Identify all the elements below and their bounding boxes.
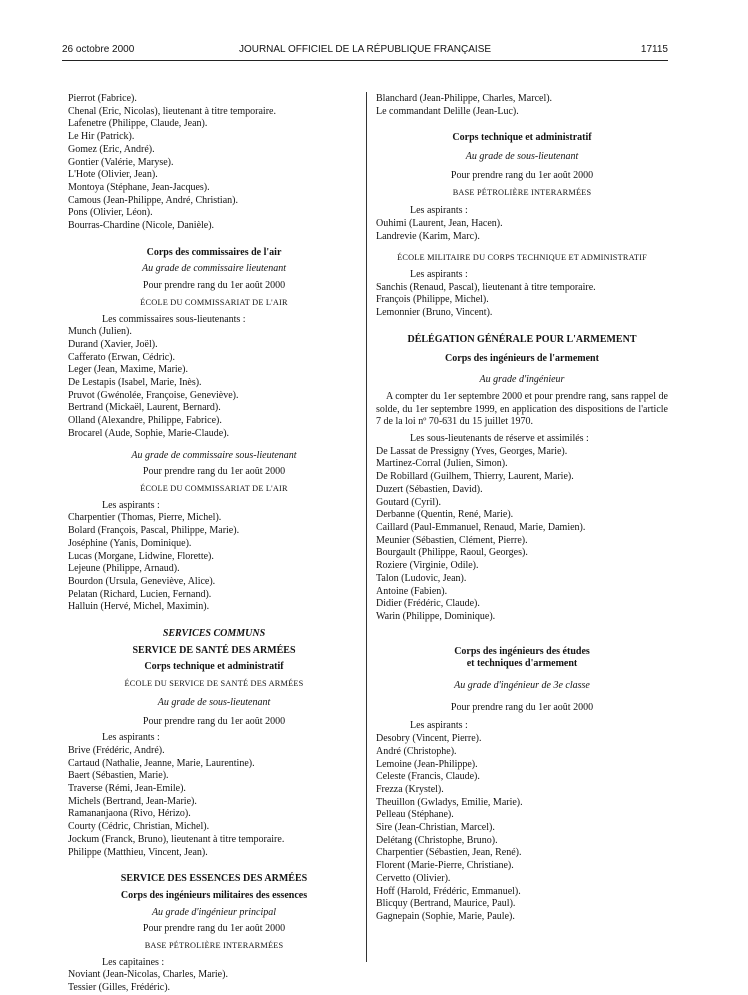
base-heading: BASE PÉTROLIÈRE INTERARMÉES	[452, 187, 592, 197]
school-heading: ÉCOLE MILITAIRE DU CORPS TECHNIQUE ET ADMINISTRATIF	[397, 253, 647, 263]
list-item: Bourras-Chardine (Nicole, Danièle).	[68, 220, 215, 232]
list-item: Blicquy (Bertrand, Maurice, Paul).	[376, 898, 516, 910]
list-item: Philippe (Matthieu, Vincent, Jean).	[68, 846, 208, 858]
grade-heading: Au grade d'ingénieur principal	[151, 906, 277, 918]
rank-line: Pour prendre rang du 1er août 2000	[142, 923, 286, 935]
list-item: Delétang (Christophe, Bruno).	[376, 834, 498, 846]
section-heading: Corps des ingénieurs de l'armement	[445, 352, 599, 364]
section-heading: Corps technique et administratif	[144, 661, 284, 673]
list-item: Bertrand (Mickaël, Laurent, Bernard).	[68, 402, 221, 414]
list-item: Lemoine (Jean-Philippe).	[376, 758, 478, 770]
list-label: Les aspirants :	[410, 269, 468, 281]
name-list	[376, 282, 668, 320]
section-heading: Corps des ingénieurs militaires des essences	[120, 889, 308, 901]
list-item: Warin (Philippe, Dominique).	[376, 610, 496, 622]
list-item: Ouhimi (Laurent, Jean, Hacen).	[376, 217, 503, 229]
rank-line: Pour prendre rang du 1er août 2000	[142, 280, 286, 292]
list-item: Michels (Bertrand, Jean-Marie).	[68, 795, 197, 807]
list-item: Meunier (Sébastien, Clément, Pierre).	[376, 534, 528, 546]
school-heading: ÉCOLE DU COMMISSARIAT DE L'AIR	[140, 483, 288, 493]
list-item: Munch (Julien).	[68, 326, 132, 338]
grade-heading: Au grade d'ingénieur	[479, 374, 565, 386]
list-item: Bourdon (Ursula, Geneviève, Alice).	[68, 575, 216, 587]
list-item: Theuillon (Gwladys, Emilie, Marie).	[376, 796, 523, 808]
journal-title: JOURNAL OFFICIEL DE LA RÉPUBLIQUE FRANÇAISE	[238, 44, 492, 55]
list-item: Cartaud (Nathalie, Jeanne, Marie, Laurentine).	[68, 757, 255, 769]
list-item: Charpentier (Thomas, Pierre, Michel).	[68, 512, 222, 524]
list-item: Le Hir (Patrick).	[68, 131, 135, 143]
list-item: Lejeune (Philippe, Arnaud).	[68, 563, 180, 575]
list-item: Pelatan (Richard, Lucien, Fernand).	[68, 588, 212, 600]
list-item: Jockum (Franck, Bruno), lieutenant à titre temporaire.	[68, 833, 285, 845]
header-rule	[62, 60, 668, 61]
rank-line: Pour prendre rang du 1er août 2000	[450, 701, 594, 713]
school-heading: ÉCOLE DU SERVICE DE SANTÉ DES ARMÉES	[124, 679, 304, 689]
list-item: Gomez (Eric, André).	[68, 143, 155, 155]
name-list	[68, 512, 360, 614]
list-item: Ramananjaona (Rivo, Hérizo).	[68, 808, 191, 820]
list-item: André (Christophe).	[376, 745, 457, 757]
list-label: Les aspirants :	[102, 499, 160, 511]
list-item: Lafenetre (Philippe, Claude, Jean).	[68, 118, 208, 130]
school-heading: ÉCOLE DU COMMISSARIAT DE L'AIR	[140, 297, 288, 307]
list-item: Gontier (Valérie, Maryse).	[68, 156, 174, 168]
rank-line: Pour prendre rang du 1er août 2000	[450, 169, 594, 181]
list-item: Bolard (François, Pascal, Philippe, Marie).	[68, 525, 240, 537]
grade-heading: Au grade d'ingénieur de 3e classe	[454, 680, 590, 692]
list-item: Frezza (Krystel).	[376, 783, 444, 795]
list-item: Montoya (Stéphane, Jean-Jacques).	[68, 181, 210, 193]
list-item: Duzert (Sébastien, David).	[376, 483, 483, 495]
name-list	[68, 745, 360, 859]
service-heading: SERVICE DE SANTÉ DES ARMÉES	[132, 644, 296, 656]
list-item: Florent (Marie-Pierre, Christiane).	[376, 860, 514, 872]
decree-paragraph: A compter du 1er septembre 2000 et pour prendre rang, sans rappel de solde, du 1er septembre 1999, en application des dispositions de l'article 7 de la loi nº 70-631 du 15 juillet 1970.	[376, 390, 668, 428]
name-list	[376, 446, 668, 624]
list-item: Olland (Alexandre, Philippe, Fabrice).	[68, 415, 222, 427]
page-number: 17115	[640, 44, 668, 55]
list-item: Leger (Jean, Maxime, Marie).	[68, 364, 188, 376]
name-list	[68, 969, 360, 994]
issue-date: 26 octobre 2000	[62, 44, 135, 55]
list-item: Celeste (Francis, Claude).	[376, 771, 480, 783]
list-item: Lemonnier (Bruno, Vincent).	[376, 307, 493, 319]
services-heading: SERVICES COMMUNS	[162, 628, 266, 640]
list-item: Traverse (Rémi, Jean-Emile).	[68, 783, 186, 795]
list-label: Les sous-lieutenants de réserve et assimilés :	[410, 433, 589, 445]
list-item: Hoff (Harold, Frédéric, Emmanuel).	[376, 885, 521, 897]
list-item: De Lestapis (Isabel, Marie, Inès).	[68, 377, 202, 389]
list-label: Les aspirants :	[102, 732, 160, 744]
list-item: Desobry (Vincent, Pierre).	[376, 733, 482, 745]
list-label: Les capitaines :	[102, 956, 165, 968]
list-item: De Robillard (Guilhem, Thierry, Laurent, Marie).	[376, 471, 574, 483]
name-list	[376, 733, 668, 924]
list-item: Pierrot (Fabrice).	[68, 93, 137, 104]
list-item: Sanchis (Renaud, Pascal), lieutenant à titre temporaire.	[376, 281, 596, 293]
section-heading: Corps des ingénieurs des études	[454, 645, 590, 657]
list-item: L'Hote (Olivier, Jean).	[68, 169, 158, 181]
name-list	[376, 93, 668, 118]
section-heading: Corps technique et administratif	[452, 132, 592, 144]
list-item: Noviant (Jean-Nicolas, Charles, Marie).	[68, 969, 228, 981]
list-item: Pruvot (Gwénolée, Françoise, Geneviève).	[68, 389, 239, 401]
list-item: Blanchard (Jean-Philippe, Charles, Marcel).	[376, 93, 553, 104]
name-list	[68, 326, 360, 440]
list-item: Landrevie (Karim, Marc).	[376, 230, 480, 242]
list-item: François (Philippe, Michel).	[376, 294, 489, 306]
page-header	[62, 44, 668, 60]
left-column	[68, 93, 360, 995]
list-item: Derbanne (Quentin, René, Marie).	[376, 509, 514, 521]
name-list	[68, 93, 360, 233]
grade-heading: Au grade de commissaire lieutenant	[141, 263, 287, 275]
right-column	[376, 93, 668, 924]
list-label: Les aspirants :	[410, 205, 468, 217]
rank-line: Pour prendre rang du 1er août 2000	[142, 466, 286, 478]
list-item: Le commandant Delille (Jean-Luc).	[376, 105, 519, 117]
list-item: Chenal (Eric, Nicolas), lieutenant à titre temporaire.	[68, 105, 276, 117]
list-item: Charpentier (Sébastien, Jean, René).	[376, 847, 522, 859]
section-heading-continued: et techniques d'armement	[466, 658, 578, 670]
list-item: Antoine (Fabien).	[376, 585, 448, 597]
list-item: Cervetto (Olivier).	[376, 872, 451, 884]
list-label: Les commissaires sous-lieutenants :	[102, 313, 246, 325]
list-item: Brocarel (Aude, Sophie, Marie-Claude).	[68, 427, 230, 439]
list-item: De Lassat de Pressigny (Yves, Georges, Marie).	[376, 445, 568, 457]
list-label: Les aspirants :	[410, 720, 468, 732]
list-item: Sire (Jean-Christian, Marcel).	[376, 822, 495, 834]
list-item: Didier (Frédéric, Claude).	[376, 598, 480, 610]
section-heading: Corps des commissaires de l'air	[146, 246, 282, 258]
list-item: Martinez-Corral (Julien, Simon).	[376, 458, 508, 470]
list-item: Roziere (Virginie, Odile).	[376, 560, 479, 572]
list-item: Tessier (Gilles, Frédéric).	[68, 982, 171, 994]
list-item: Camous (Jean-Philippe, André, Christian).	[68, 194, 238, 206]
grade-heading: Au grade de sous-lieutenant	[465, 151, 579, 163]
name-list	[376, 218, 668, 243]
delegation-heading: DÉLÉGATION GÉNÉRALE POUR L'ARMEMENT	[407, 333, 637, 345]
list-item: Talon (Ludovic, Jean).	[376, 572, 467, 584]
list-item: Brive (Frédéric, André).	[68, 744, 165, 756]
list-item: Pelleau (Stéphane).	[376, 809, 454, 821]
list-item: Caillard (Paul-Emmanuel, Renaud, Marie, Damien).	[376, 521, 586, 533]
list-item: Halluin (Hervé, Michel, Maximin).	[68, 601, 210, 613]
grade-heading: Au grade de commissaire sous-lieutenant	[131, 449, 297, 461]
list-item: Courty (Cédric, Christian, Michel).	[68, 821, 210, 833]
list-item: Baert (Sébastien, Marie).	[68, 770, 169, 782]
list-item: Cafferato (Erwan, Cédric).	[68, 351, 175, 363]
list-item: Joséphine (Yanis, Dominique).	[68, 537, 192, 549]
list-item: Bourgault (Philippe, Raoul, Georges).	[376, 547, 528, 559]
base-heading: BASE PÉTROLIÈRE INTERARMÉES	[144, 941, 284, 951]
list-item: Pons (Olivier, Léon).	[68, 207, 153, 219]
column-divider	[366, 92, 367, 962]
rank-line: Pour prendre rang du 1er août 2000	[142, 715, 286, 727]
list-item: Lucas (Morgane, Lidwine, Florette).	[68, 550, 214, 562]
service-heading: SERVICE DES ESSENCES DES ARMÉES	[120, 873, 308, 885]
list-item: Gagnepain (Sophie, Marie, Paule).	[376, 910, 515, 922]
grade-heading: Au grade de sous-lieutenant	[157, 696, 271, 708]
list-item: Durand (Xavier, Joël).	[68, 338, 158, 350]
list-item: Goutard (Cyril).	[376, 496, 441, 508]
